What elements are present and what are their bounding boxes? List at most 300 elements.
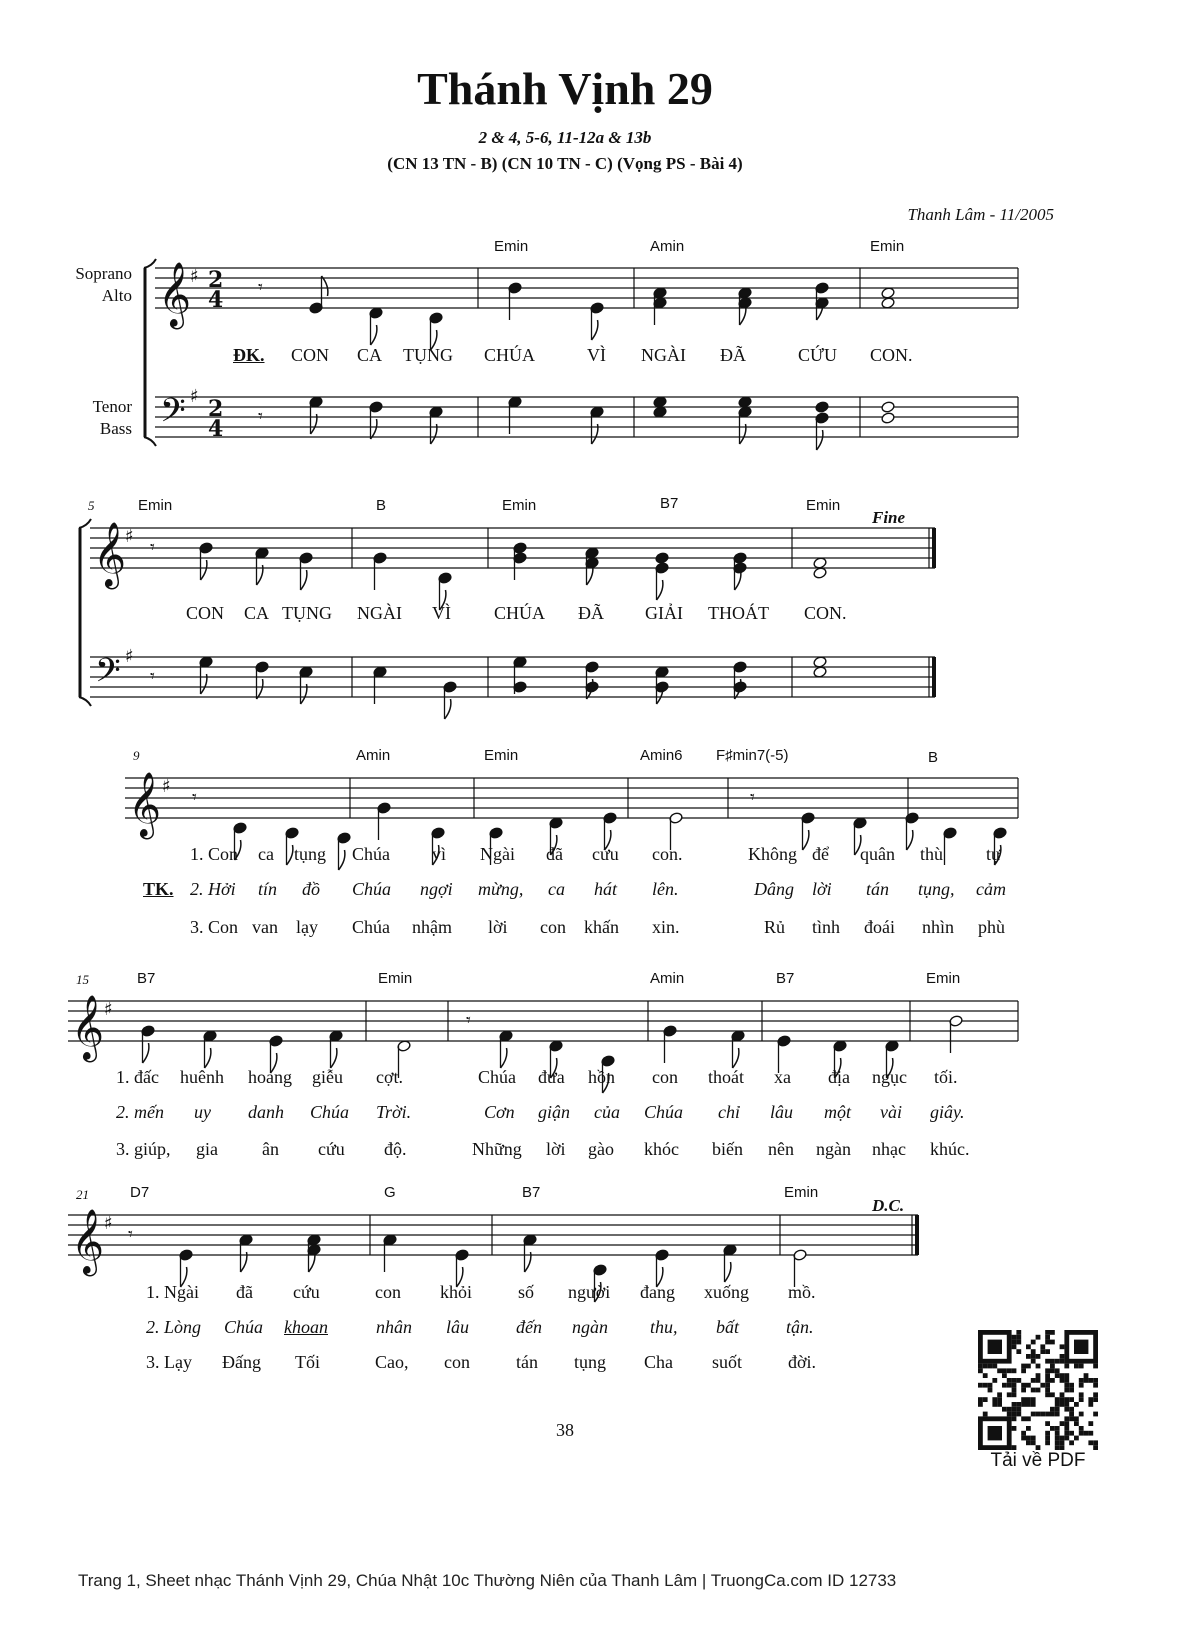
chord-symbol: B <box>376 497 387 514</box>
lyric-v1: đã <box>546 844 563 864</box>
lyric-syllable: CON <box>186 603 225 623</box>
lyric-v2: 2. mến <box>116 1102 164 1122</box>
treble-clef: 𝄞 <box>71 1209 105 1274</box>
eighth-rest: 𝄾 <box>466 1010 471 1031</box>
chord-symbol: Emin <box>870 238 905 255</box>
qr-module <box>1050 1340 1055 1345</box>
qr-module <box>1002 1373 1007 1378</box>
chord-symbol: Amin <box>356 747 391 764</box>
lyric-syllable: TỤNG <box>403 345 453 365</box>
qr-module <box>1064 1426 1069 1431</box>
lyric-v1: cợt. <box>376 1067 404 1087</box>
qr-module <box>1093 1412 1098 1417</box>
lyric-syllable: CỨU <box>798 345 837 365</box>
note-flag <box>907 830 913 850</box>
note-flag <box>205 1048 211 1068</box>
qr-module <box>988 1388 993 1393</box>
chord-symbol: Emin <box>502 497 537 514</box>
lyric-v3: đời. <box>788 1352 817 1372</box>
lyric-v2: ca <box>548 879 565 899</box>
qr-module <box>1026 1364 1031 1369</box>
lyric-v2: hát <box>594 879 618 899</box>
lyric-v3: lời <box>488 917 508 937</box>
qr-module <box>1055 1436 1060 1441</box>
note-head <box>881 412 895 425</box>
lyric-v1: người <box>568 1282 611 1302</box>
qr-module <box>1088 1440 1093 1445</box>
qr-module <box>1093 1383 1098 1388</box>
lyric-syllable: CHÚA <box>484 345 536 365</box>
qr-module <box>1079 1378 1084 1383</box>
lyric-v2: cảm <box>976 879 1006 899</box>
bass-clef: 𝄢 <box>95 652 121 698</box>
note-flag <box>445 699 451 719</box>
qr-module <box>1079 1412 1084 1417</box>
qr-finder <box>1074 1340 1088 1354</box>
note-flag <box>201 560 207 580</box>
qr-module <box>1012 1416 1017 1421</box>
chord-symbol: Emin <box>484 747 519 764</box>
qr-module <box>1012 1383 1017 1388</box>
note-flag <box>501 1048 507 1068</box>
composer: Thanh Lâm - 11/2005 <box>907 205 1054 224</box>
lyric-v2: ngàn <box>572 1317 608 1337</box>
qr-module <box>1084 1378 1089 1383</box>
lyric-v2: tín <box>258 879 278 899</box>
chord-symbol: Emin <box>494 238 529 255</box>
note-flag <box>287 845 293 865</box>
qr-module <box>1016 1402 1021 1407</box>
lyric-v2: tán <box>866 879 890 899</box>
note-head <box>813 567 827 580</box>
treble-clef: 𝄞 <box>158 262 192 327</box>
system-bracket <box>79 697 91 706</box>
qr-module <box>992 1397 997 1402</box>
qr-module <box>1064 1407 1069 1412</box>
qr-module <box>1055 1359 1060 1364</box>
lyric-v3: Đấng <box>222 1352 261 1372</box>
lyric-syllable: GIẢI <box>645 603 683 623</box>
qr-module <box>1079 1426 1084 1431</box>
qr-module <box>978 1383 983 1388</box>
qr-module <box>1050 1368 1055 1373</box>
qr-module <box>1016 1335 1021 1340</box>
lyric-v1: con <box>375 1282 401 1302</box>
lyric-v3: lời <box>546 1139 566 1159</box>
lyric-syllable: THOÁT <box>708 603 769 623</box>
lyric-v1: ca <box>258 844 274 864</box>
lyric-v2: đến <box>516 1317 542 1337</box>
lyric-v3: khấn <box>584 917 619 937</box>
chord-symbol: Emin <box>138 497 173 514</box>
lyric-v3: Cao, <box>375 1352 409 1372</box>
note-flag <box>657 580 663 600</box>
note-head <box>813 666 827 679</box>
qr-module <box>1064 1416 1069 1421</box>
qr-module <box>1088 1431 1093 1436</box>
qr-module <box>1007 1368 1012 1373</box>
lyric-v1: Không <box>748 844 797 864</box>
qr-module <box>1088 1397 1093 1402</box>
qr-module <box>1093 1440 1098 1445</box>
lyric-v1: xa <box>774 1067 791 1087</box>
lyric-v3: biến <box>712 1139 743 1159</box>
chord-symbol: Amin <box>650 238 685 255</box>
time-signature: 4 <box>208 287 224 313</box>
qr-module <box>1050 1392 1055 1397</box>
eighth-rest: 𝄾 <box>258 277 263 298</box>
download-pdf-link[interactable]: Tải về PDF <box>990 1450 1086 1471</box>
qr-module <box>1055 1431 1060 1436</box>
lyric-v2: Chúa <box>644 1102 684 1122</box>
note-head <box>815 401 829 414</box>
qr-module <box>1007 1412 1012 1417</box>
lyric-v1: quân <box>860 844 895 864</box>
final-barline <box>915 1215 919 1255</box>
qr-module <box>1026 1440 1031 1445</box>
qr-module <box>997 1397 1002 1402</box>
qr-module <box>1031 1436 1036 1441</box>
qr-finder <box>988 1340 1002 1354</box>
lyric-v2: tận. <box>786 1317 814 1337</box>
qr-module <box>1031 1402 1036 1407</box>
lyric-syllable: ĐÃ <box>720 345 746 365</box>
qr-module <box>1060 1373 1065 1378</box>
qr-module <box>1093 1378 1098 1383</box>
lyric-syllable: CA <box>357 345 383 365</box>
qr-module <box>978 1397 983 1402</box>
measure-number: 15 <box>76 972 89 987</box>
qr-module <box>1045 1383 1050 1388</box>
qr-module <box>1045 1373 1050 1378</box>
qr-module <box>1012 1388 1017 1393</box>
lyric-v2: Trời. <box>376 1102 412 1122</box>
qr-module <box>1060 1392 1065 1397</box>
qr-module <box>1074 1421 1079 1426</box>
qr-module <box>1002 1383 1007 1388</box>
lyric-v3: tán <box>516 1352 538 1372</box>
note-head <box>881 297 895 310</box>
qr-module <box>1064 1373 1069 1378</box>
qr-module <box>1093 1397 1098 1402</box>
lyric-v2: lời <box>812 879 832 899</box>
qr-module <box>1074 1436 1079 1441</box>
qr-module <box>1055 1373 1060 1378</box>
qr-module <box>1064 1397 1069 1402</box>
qr-module <box>978 1368 983 1373</box>
qr-module <box>1031 1412 1036 1417</box>
lyric-v3: khóc <box>644 1139 679 1159</box>
lyric-v1: tối. <box>934 1067 958 1087</box>
qr-module <box>1016 1340 1021 1345</box>
qr-module <box>1064 1402 1069 1407</box>
lyric-v3: Những <box>472 1139 522 1159</box>
lyric-v2: nhân <box>376 1317 412 1337</box>
note-head <box>653 406 667 419</box>
qr-module <box>1026 1426 1031 1431</box>
occasions: (CN 13 TN - B) (CN 10 TN - C) (Vọng PS - Bài 4) <box>387 154 743 173</box>
key-signature-sharp: ♯ <box>190 386 199 407</box>
chord-symbol: G <box>384 1184 396 1201</box>
qr-module <box>1012 1392 1017 1397</box>
lyric-v2: khoan <box>284 1317 328 1337</box>
system-bracket <box>144 437 156 446</box>
lyric-v2: lâu <box>770 1102 794 1122</box>
lyric-v2: thu, <box>650 1317 678 1337</box>
qr-module <box>1069 1383 1074 1388</box>
qr-module <box>1045 1392 1050 1397</box>
qr-module <box>1050 1426 1055 1431</box>
verse-label: TK. <box>143 879 174 899</box>
key-signature-sharp: ♯ <box>104 1213 113 1234</box>
lyric-v1: cứu <box>293 1282 320 1302</box>
qr-module <box>1064 1364 1069 1369</box>
chord-symbol: B7 <box>522 1184 541 1201</box>
lyric-v1: thù <box>920 844 944 864</box>
qr-module <box>1031 1354 1036 1359</box>
lyric-v2: 2. Lòng <box>146 1317 202 1337</box>
qr-module <box>1060 1397 1065 1402</box>
chord-symbol: F♯min7(-5) <box>716 747 789 764</box>
qr-module <box>1060 1354 1065 1359</box>
lyric-v1: giễu <box>312 1067 343 1087</box>
lyric-v1: tự <box>986 844 1001 864</box>
key-signature-sharp: ♯ <box>125 646 134 667</box>
qr-module <box>1012 1407 1017 1412</box>
lyric-v2: mừng, <box>478 879 524 899</box>
chord-symbol: Amin6 <box>640 747 683 764</box>
footer-caption: Trang 1, Sheet nhạc Thánh Vịnh 29, Chúa Nhật 10c Thường Niên của Thanh Lâm | TruongCa.com ID 12733 <box>78 1571 897 1590</box>
qr-module <box>1060 1402 1065 1407</box>
measure-number: 21 <box>76 1187 89 1202</box>
eighth-rest: 𝄾 <box>192 787 197 808</box>
qr-module <box>1055 1440 1060 1445</box>
qr-module <box>1007 1392 1012 1397</box>
qr-module <box>1045 1440 1050 1445</box>
lyric-v3: tình <box>812 917 841 937</box>
refrain-label: ĐK. <box>233 345 265 365</box>
qr-module <box>1040 1412 1045 1417</box>
qr-module <box>1007 1378 1012 1383</box>
lyric-v3: 3. giúp, <box>116 1139 171 1159</box>
chord-symbol: B <box>928 749 939 766</box>
qr-module <box>983 1373 988 1378</box>
lyric-v3: độ. <box>384 1139 407 1159</box>
qr-module <box>1079 1383 1084 1388</box>
qr-module <box>1074 1402 1079 1407</box>
qr-module <box>992 1364 997 1369</box>
qr-module <box>1045 1349 1050 1354</box>
final-barline <box>932 657 936 697</box>
final-barline <box>932 528 936 568</box>
qr-module <box>1036 1412 1041 1417</box>
time-signature: 2 <box>208 396 224 422</box>
qr-module <box>1069 1412 1074 1417</box>
qr-module <box>1064 1378 1069 1383</box>
qr-module <box>1012 1368 1017 1373</box>
lyric-v3: đoái <box>864 917 895 937</box>
chord-symbol: Emin <box>378 970 413 987</box>
qr-module <box>1045 1378 1050 1383</box>
note-flag <box>339 850 345 870</box>
lyric-v3: con <box>444 1352 470 1372</box>
qr-module <box>1045 1368 1050 1373</box>
lyric-syllable: NGÀI <box>641 345 686 365</box>
lyric-v2: chỉ <box>718 1102 740 1122</box>
lyric-v3: nhậm <box>412 917 452 937</box>
lyric-v1: hoang <box>248 1067 292 1087</box>
qr-module <box>1079 1397 1084 1402</box>
lyric-v1: xuống <box>704 1282 749 1302</box>
fine-mark: Fine <box>872 508 906 527</box>
lyric-syllable: VÌ <box>587 345 606 365</box>
qr-module <box>997 1368 1002 1373</box>
lyric-v1: Ngài <box>480 844 515 864</box>
lyric-v2: 2. Hởi <box>190 879 236 899</box>
lyric-syllable: CON <box>291 345 330 365</box>
qr-module <box>1026 1344 1031 1349</box>
chord-symbol: Emin <box>806 497 841 514</box>
key-signature-sharp: ♯ <box>190 266 199 287</box>
time-signature: 2 <box>208 267 224 293</box>
eighth-rest: 𝄾 <box>750 787 755 808</box>
note-flag <box>143 1043 149 1063</box>
qr-module <box>1064 1431 1069 1436</box>
qr-module <box>1026 1402 1031 1407</box>
qr-code-icon[interactable] <box>978 1330 1098 1450</box>
qr-module <box>1055 1407 1060 1412</box>
qr-module <box>1045 1340 1050 1345</box>
qr-module <box>1016 1412 1021 1417</box>
lyric-v1: Chúa <box>352 844 390 864</box>
lyric-v2: một <box>824 1102 851 1122</box>
qr-module <box>1016 1378 1021 1383</box>
lyric-v3: suốt <box>712 1352 743 1372</box>
psalm-verses: 2 & 4, 5-6, 11-12a & 13b <box>478 128 652 147</box>
system-bracket <box>144 259 156 268</box>
qr-module <box>1060 1440 1065 1445</box>
lyric-v1: cứu <box>592 844 619 864</box>
qr-module <box>1002 1368 1007 1373</box>
measure-number: 5 <box>88 498 95 513</box>
qr-module <box>1060 1344 1065 1349</box>
lyric-syllable: ĐÃ <box>578 603 604 623</box>
note-flag <box>301 570 307 590</box>
qr-module <box>1060 1436 1065 1441</box>
qr-module <box>1026 1397 1031 1402</box>
qr-module <box>1088 1378 1093 1383</box>
chord-symbol: B7 <box>137 970 156 987</box>
qr-module <box>1045 1330 1050 1335</box>
qr-module <box>1050 1407 1055 1412</box>
qr-module <box>1012 1402 1017 1407</box>
lyric-v3: Rủ <box>764 917 786 937</box>
qr-module <box>1021 1388 1026 1393</box>
lyric-v1: mồ. <box>788 1282 816 1302</box>
lyric-v3: Tối <box>295 1352 320 1372</box>
qr-module <box>1031 1359 1036 1364</box>
key-signature-sharp: ♯ <box>104 999 113 1020</box>
qr-module <box>1002 1407 1007 1412</box>
lyric-v1: 1. đấc <box>116 1067 159 1087</box>
lyric-v2: tụng, <box>918 879 955 899</box>
qr-module <box>1026 1436 1031 1441</box>
lyric-v3: nhìn <box>922 917 955 937</box>
qr-module <box>1064 1388 1069 1393</box>
qr-module <box>1021 1368 1026 1373</box>
note-flag <box>817 430 823 450</box>
part-label-alto: Alto <box>101 286 132 305</box>
qr-module <box>1016 1407 1021 1412</box>
lyric-v2: uy <box>194 1102 211 1122</box>
qr-module <box>1007 1407 1012 1412</box>
note-head <box>881 401 895 414</box>
lyric-v3: con <box>540 917 566 937</box>
lyric-v1: con <box>652 1067 678 1087</box>
qr-module <box>1088 1402 1093 1407</box>
qr-module <box>997 1392 1002 1397</box>
note-head <box>738 396 752 409</box>
qr-module <box>1031 1340 1036 1345</box>
qr-module <box>1064 1383 1069 1388</box>
lyric-v2: ngợi <box>420 879 453 899</box>
lyric-syllable: CA <box>244 603 270 623</box>
lyric-v3: nên <box>768 1139 794 1159</box>
qr-module <box>1084 1431 1089 1436</box>
qr-module <box>1026 1383 1031 1388</box>
qr-module <box>1040 1349 1045 1354</box>
key-signature-sharp: ♯ <box>125 526 134 547</box>
note-flag <box>257 679 263 699</box>
lyric-v2: Chúa <box>310 1102 350 1122</box>
qr-module <box>1036 1373 1041 1378</box>
lyric-v1: thoát <box>708 1067 744 1087</box>
part-label-soprano: Soprano <box>75 264 132 283</box>
lyric-v1: huênh <box>180 1067 224 1087</box>
lyric-v1: đã <box>236 1282 253 1302</box>
lyric-v2: của <box>594 1102 620 1122</box>
lyric-v2: lâu <box>446 1317 470 1337</box>
qr-module <box>1045 1359 1050 1364</box>
time-signature: 4 <box>208 416 224 442</box>
chord-symbol: B7 <box>776 970 795 987</box>
qr-module <box>1021 1402 1026 1407</box>
lyric-v1: để <box>812 844 829 864</box>
lyric-v2: danh <box>248 1102 284 1122</box>
qr-module <box>983 1412 988 1417</box>
qr-module <box>1074 1416 1079 1421</box>
lyric-v2: Cơn <box>484 1102 515 1122</box>
eighth-rest: 𝄾 <box>150 537 155 558</box>
treble-clef: 𝄞 <box>71 995 105 1060</box>
note-head <box>653 396 667 409</box>
qr-module <box>1036 1335 1041 1340</box>
qr-module <box>1040 1344 1045 1349</box>
qr-module <box>1026 1416 1031 1421</box>
lyric-v2: giận <box>538 1102 571 1122</box>
bass-clef: 𝄢 <box>160 392 186 438</box>
lyric-v1: khỏi <box>440 1282 473 1302</box>
qr-module <box>1031 1378 1036 1383</box>
qr-module <box>983 1364 988 1369</box>
qr-module <box>1031 1349 1036 1354</box>
qr-module <box>1045 1421 1050 1426</box>
qr-module <box>1012 1340 1017 1345</box>
qr-module <box>1007 1383 1012 1388</box>
qr-module <box>1055 1368 1060 1373</box>
qr-module <box>1079 1364 1084 1369</box>
treble-clef: 𝄞 <box>93 522 127 587</box>
